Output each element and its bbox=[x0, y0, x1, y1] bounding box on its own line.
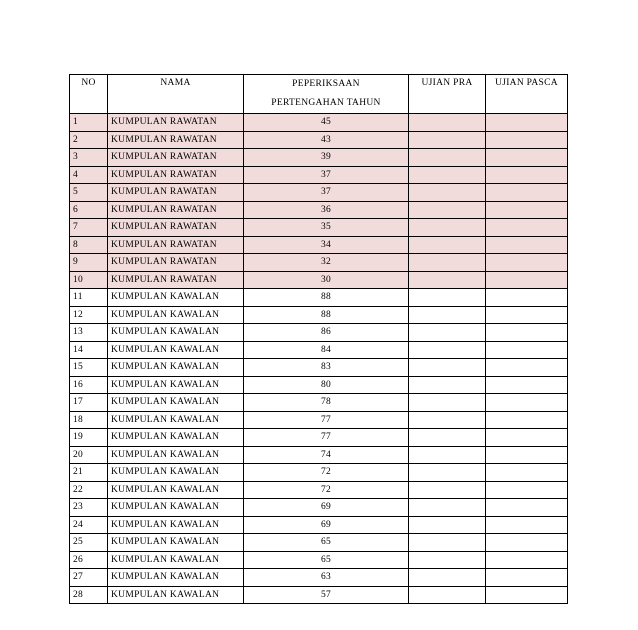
cell-nama: KUMPULAN RAWATAN bbox=[108, 271, 244, 289]
cell-nama: KUMPULAN KAWALAN bbox=[108, 429, 244, 447]
cell-nama: KUMPULAN KAWALAN bbox=[108, 411, 244, 429]
cell-peperiksaan-score: 63 bbox=[244, 569, 409, 587]
table-row bbox=[70, 149, 568, 167]
cell-no: 6 bbox=[70, 201, 108, 219]
cell-ujian-pasca bbox=[486, 359, 568, 377]
cell-no: 10 bbox=[70, 271, 108, 289]
cell-ujian-pasca bbox=[486, 201, 568, 219]
cell-peperiksaan-score: 30 bbox=[244, 271, 409, 289]
cell-ujian-pra bbox=[409, 254, 486, 272]
table-row bbox=[70, 534, 568, 552]
cell-peperiksaan-score: 84 bbox=[244, 341, 409, 359]
table-row bbox=[70, 499, 568, 517]
cell-nama: KUMPULAN KAWALAN bbox=[108, 324, 244, 342]
cell-no: 9 bbox=[70, 254, 108, 272]
cell-nama: KUMPULAN KAWALAN bbox=[108, 464, 244, 482]
table-row bbox=[70, 201, 568, 219]
table-row bbox=[70, 551, 568, 569]
cell-no: 20 bbox=[70, 446, 108, 464]
cell-ujian-pra bbox=[409, 446, 486, 464]
cell-peperiksaan-score: 86 bbox=[244, 324, 409, 342]
cell-ujian-pra bbox=[409, 481, 486, 499]
table-row bbox=[70, 394, 568, 412]
cell-no: 15 bbox=[70, 359, 108, 377]
cell-peperiksaan-score: 36 bbox=[244, 201, 409, 219]
cell-ujian-pra bbox=[409, 464, 486, 482]
cell-nama: KUMPULAN RAWATAN bbox=[108, 131, 244, 149]
header-ujian-pasca: UJIAN PASCA bbox=[486, 75, 568, 114]
cell-ujian-pasca bbox=[486, 306, 568, 324]
table-row bbox=[70, 236, 568, 254]
cell-ujian-pra bbox=[409, 411, 486, 429]
cell-peperiksaan-score: 72 bbox=[244, 481, 409, 499]
cell-nama: KUMPULAN KAWALAN bbox=[108, 394, 244, 412]
cell-peperiksaan-score: 65 bbox=[244, 551, 409, 569]
header-row bbox=[70, 75, 568, 114]
table-row bbox=[70, 359, 568, 377]
cell-ujian-pasca bbox=[486, 429, 568, 447]
cell-ujian-pasca bbox=[486, 184, 568, 202]
cell-no: 3 bbox=[70, 149, 108, 167]
cell-ujian-pasca bbox=[486, 114, 568, 132]
table-row bbox=[70, 271, 568, 289]
table-row bbox=[70, 446, 568, 464]
cell-nama: KUMPULAN KAWALAN bbox=[108, 569, 244, 587]
cell-ujian-pasca bbox=[486, 219, 568, 237]
cell-peperiksaan-score: 57 bbox=[244, 586, 409, 604]
score-table bbox=[69, 74, 568, 604]
cell-nama: KUMPULAN KAWALAN bbox=[108, 289, 244, 307]
table-row bbox=[70, 586, 568, 604]
cell-no: 26 bbox=[70, 551, 108, 569]
cell-ujian-pasca bbox=[486, 534, 568, 552]
cell-peperiksaan-score: 69 bbox=[244, 499, 409, 517]
cell-peperiksaan-score: 37 bbox=[244, 184, 409, 202]
cell-ujian-pasca bbox=[486, 446, 568, 464]
table-body bbox=[70, 114, 568, 604]
cell-ujian-pra bbox=[409, 114, 486, 132]
cell-peperiksaan-score: 69 bbox=[244, 516, 409, 534]
cell-ujian-pasca bbox=[486, 586, 568, 604]
table-row bbox=[70, 429, 568, 447]
cell-peperiksaan-score: 43 bbox=[244, 131, 409, 149]
table-row bbox=[70, 131, 568, 149]
cell-ujian-pasca bbox=[486, 464, 568, 482]
cell-no: 21 bbox=[70, 464, 108, 482]
cell-peperiksaan-score: 77 bbox=[244, 429, 409, 447]
cell-ujian-pasca bbox=[486, 324, 568, 342]
cell-ujian-pasca bbox=[486, 149, 568, 167]
cell-ujian-pasca bbox=[486, 411, 568, 429]
cell-no: 19 bbox=[70, 429, 108, 447]
cell-no: 13 bbox=[70, 324, 108, 342]
cell-ujian-pra bbox=[409, 534, 486, 552]
cell-nama: KUMPULAN KAWALAN bbox=[108, 341, 244, 359]
cell-no: 11 bbox=[70, 289, 108, 307]
cell-peperiksaan-score: 37 bbox=[244, 166, 409, 184]
cell-nama: KUMPULAN KAWALAN bbox=[108, 534, 244, 552]
cell-ujian-pra bbox=[409, 271, 486, 289]
cell-ujian-pra bbox=[409, 219, 486, 237]
cell-nama: KUMPULAN KAWALAN bbox=[108, 516, 244, 534]
cell-ujian-pra bbox=[409, 499, 486, 517]
cell-ujian-pra bbox=[409, 289, 486, 307]
cell-peperiksaan-score: 80 bbox=[244, 376, 409, 394]
cell-no: 17 bbox=[70, 394, 108, 412]
table-row bbox=[70, 324, 568, 342]
header-peperiksaan-line1: PEPERIKSAAN bbox=[292, 79, 360, 89]
cell-nama: KUMPULAN RAWATAN bbox=[108, 166, 244, 184]
cell-ujian-pra bbox=[409, 166, 486, 184]
cell-peperiksaan-score: 39 bbox=[244, 149, 409, 167]
cell-no: 1 bbox=[70, 114, 108, 132]
cell-peperiksaan-score: 88 bbox=[244, 306, 409, 324]
cell-peperiksaan-score: 77 bbox=[244, 411, 409, 429]
cell-nama: KUMPULAN KAWALAN bbox=[108, 446, 244, 464]
cell-ujian-pra bbox=[409, 201, 486, 219]
cell-nama: KUMPULAN KAWALAN bbox=[108, 359, 244, 377]
cell-nama: KUMPULAN RAWATAN bbox=[108, 201, 244, 219]
table-row bbox=[70, 114, 568, 132]
cell-ujian-pasca bbox=[486, 289, 568, 307]
cell-ujian-pra bbox=[409, 306, 486, 324]
cell-nama: KUMPULAN KAWALAN bbox=[108, 499, 244, 517]
table-row bbox=[70, 289, 568, 307]
cell-no: 12 bbox=[70, 306, 108, 324]
cell-nama: KUMPULAN RAWATAN bbox=[108, 219, 244, 237]
cell-ujian-pasca bbox=[486, 499, 568, 517]
cell-no: 7 bbox=[70, 219, 108, 237]
cell-no: 22 bbox=[70, 481, 108, 499]
cell-ujian-pra bbox=[409, 359, 486, 377]
cell-peperiksaan-score: 45 bbox=[244, 114, 409, 132]
cell-ujian-pra bbox=[409, 569, 486, 587]
cell-no: 5 bbox=[70, 184, 108, 202]
cell-ujian-pra bbox=[409, 394, 486, 412]
cell-peperiksaan-score: 32 bbox=[244, 254, 409, 272]
cell-ujian-pra bbox=[409, 324, 486, 342]
table-row bbox=[70, 341, 568, 359]
cell-peperiksaan-score: 74 bbox=[244, 446, 409, 464]
cell-no: 24 bbox=[70, 516, 108, 534]
cell-ujian-pasca bbox=[486, 394, 568, 412]
cell-peperiksaan-score: 65 bbox=[244, 534, 409, 552]
cell-no: 16 bbox=[70, 376, 108, 394]
cell-ujian-pra bbox=[409, 131, 486, 149]
cell-ujian-pasca bbox=[486, 254, 568, 272]
header-no: NO bbox=[70, 75, 108, 114]
table-row bbox=[70, 184, 568, 202]
table-row bbox=[70, 464, 568, 482]
cell-nama: KUMPULAN KAWALAN bbox=[108, 551, 244, 569]
cell-ujian-pra bbox=[409, 429, 486, 447]
cell-ujian-pra bbox=[409, 184, 486, 202]
cell-peperiksaan-score: 83 bbox=[244, 359, 409, 377]
cell-ujian-pasca bbox=[486, 569, 568, 587]
cell-nama: KUMPULAN KAWALAN bbox=[108, 376, 244, 394]
cell-no: 4 bbox=[70, 166, 108, 184]
cell-nama: KUMPULAN RAWATAN bbox=[108, 114, 244, 132]
cell-ujian-pasca bbox=[486, 131, 568, 149]
cell-ujian-pra bbox=[409, 376, 486, 394]
header-peperiksaan-line2: PERTENGAHAN TAHUN bbox=[271, 98, 381, 108]
cell-ujian-pra bbox=[409, 586, 486, 604]
table-row bbox=[70, 569, 568, 587]
cell-peperiksaan-score: 34 bbox=[244, 236, 409, 254]
cell-ujian-pasca bbox=[486, 376, 568, 394]
cell-no: 18 bbox=[70, 411, 108, 429]
cell-no: 23 bbox=[70, 499, 108, 517]
cell-no: 8 bbox=[70, 236, 108, 254]
cell-nama: KUMPULAN KAWALAN bbox=[108, 586, 244, 604]
table-row bbox=[70, 516, 568, 534]
cell-ujian-pasca bbox=[486, 341, 568, 359]
table-row bbox=[70, 166, 568, 184]
header-ujian-pra: UJIAN PRA bbox=[409, 75, 486, 114]
cell-peperiksaan-score: 88 bbox=[244, 289, 409, 307]
cell-ujian-pasca bbox=[486, 236, 568, 254]
cell-ujian-pasca bbox=[486, 481, 568, 499]
table-row bbox=[70, 254, 568, 272]
table-row bbox=[70, 481, 568, 499]
cell-nama: KUMPULAN RAWATAN bbox=[108, 149, 244, 167]
header-peperiksaan bbox=[244, 75, 409, 114]
cell-nama: KUMPULAN RAWATAN bbox=[108, 254, 244, 272]
cell-ujian-pra bbox=[409, 149, 486, 167]
cell-ujian-pra bbox=[409, 516, 486, 534]
cell-ujian-pasca bbox=[486, 271, 568, 289]
cell-nama: KUMPULAN RAWATAN bbox=[108, 236, 244, 254]
cell-nama: KUMPULAN KAWALAN bbox=[108, 306, 244, 324]
cell-ujian-pasca bbox=[486, 551, 568, 569]
table-row bbox=[70, 219, 568, 237]
cell-no: 2 bbox=[70, 131, 108, 149]
cell-no: 14 bbox=[70, 341, 108, 359]
cell-peperiksaan-score: 78 bbox=[244, 394, 409, 412]
table-row bbox=[70, 376, 568, 394]
cell-ujian-pasca bbox=[486, 516, 568, 534]
cell-peperiksaan-score: 72 bbox=[244, 464, 409, 482]
cell-nama: KUMPULAN KAWALAN bbox=[108, 481, 244, 499]
cell-ujian-pra bbox=[409, 341, 486, 359]
cell-no: 25 bbox=[70, 534, 108, 552]
cell-ujian-pasca bbox=[486, 166, 568, 184]
cell-nama: KUMPULAN RAWATAN bbox=[108, 184, 244, 202]
cell-no: 27 bbox=[70, 569, 108, 587]
header-nama: NAMA bbox=[108, 75, 244, 114]
cell-peperiksaan-score: 35 bbox=[244, 219, 409, 237]
cell-ujian-pra bbox=[409, 551, 486, 569]
table-row bbox=[70, 411, 568, 429]
cell-ujian-pra bbox=[409, 236, 486, 254]
cell-no: 28 bbox=[70, 586, 108, 604]
table-row bbox=[70, 306, 568, 324]
